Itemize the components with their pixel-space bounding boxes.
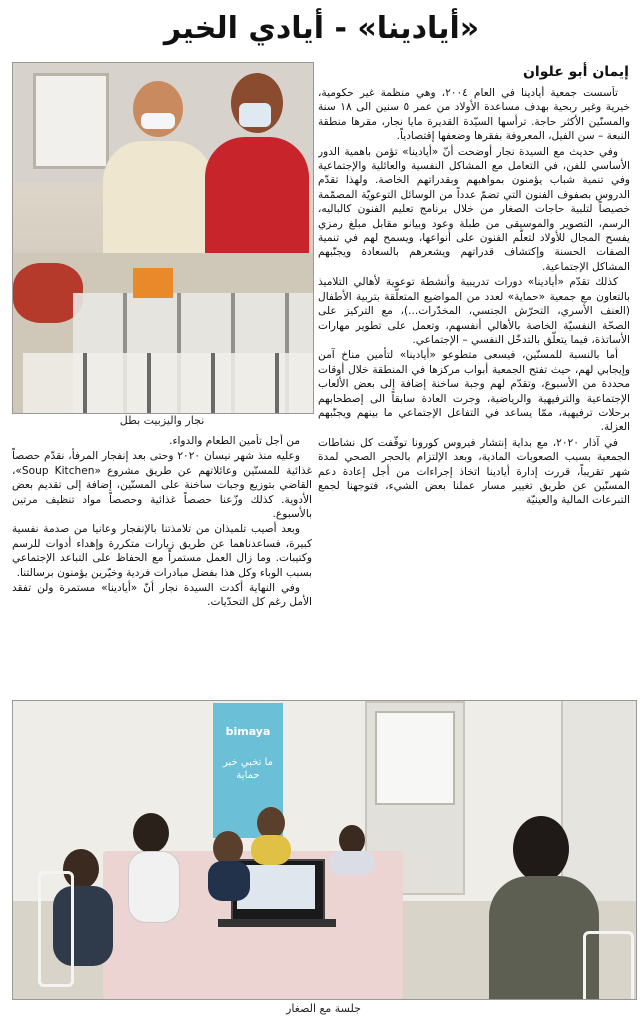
photo2-caption: جلسة مع الصغار	[286, 1002, 361, 1015]
paragraph: أما بالنسبة للمسنّين، فيسعى متطوعو «أيادينا» لتأمين مناخ آمن وإيجابي لهم، حيث تفتح الجمعية أبواب مركزها في المنطقة خلال أوقات محددة من الأسبوع، وتقدّم لهم وجبة ساخنة إضافة إلى بعض الألعاب الإجتماعية والترفيهية والرياضية، وجرت العادة سابقاً الى إصطحابهم برحلات ترفيهية، ممّا يساعد في التفاعل الإجتماعي ما بينهم ويجنّبهم العزلة.	[318, 349, 630, 434]
article-body-left-column	[12, 434, 312, 696]
article-body-right-column	[318, 86, 630, 696]
paragraph: وفي حديث مع السيدة نجار أوضحت أنّ «أيادينا» تؤمن باهمية الدور الأساسي للفن، في التعامل مع المشاكل النفسية والعائلية والإجتماعية وفي تنمية شباب يؤمنون بمواهبهم وبقدراتهم الخاصة. ولهذا تقدّم الدروس بصفوف الفنون التي تضمّ عدداً من الوسائل التوعويّة المصمّمة خصيصاً لتلبية حاجات الصغار من خلال برنامج تعليم الفنون كالباليه، الرسم، التصوير والموسيقى من طبلة وعود وبيانو مقابل مبلغ رمزي يفسح المجال للأولاد لتعلّم الفنون على أنواعها، ويسمح لهم في تنمية الصفات الحسنة وإكتشاف قدراتهم ويشعرهم بالسعادة ويجنّبهم المشاكل الإجتماعية.	[318, 145, 630, 273]
paragraph: وبعد أصيب تلميذان من تلامذتنا بالإنفجار وعانيا من صدمة نفسية كبيرة، فساعدناهما عن طريق زيارات متكررة وإهداء أدوات للرسم وكتيبات. وما زال العمل مستمراً مع الحفاظ على التباعد الإجتماعي بسبب الوباء وكل هذا بفضل مبادرات فردية وخيّرين يؤمنون برسالتنا.	[12, 523, 312, 579]
paragraph: تأسست جمعية أيادينا في العام ٢٠٠٤، وهي منظمة غير حكومية، خيرية وغير ربحية بهدف مساعدة الأولاد من عمر ٥ سنين الى ١٨ سنة والمسنّين الأكثر حاجة. ترأسها السيّدة القديرة مايا نجار، مقرها منطقة النبعة – سن الفيل، المعروفة بفقرها وضعفها إقتصادياً.	[318, 87, 630, 143]
paragraph: في آذار ٢٠٢٠، مع بداية إنتشار فيروس كورونا توقّفت كل نشاطات الجمعية بسبب الصعوبات المادية، وبعد الإلتزام بالحجر الصحي لمدة شهر تقريباً، قررت إدارة أيادينا اتخاذ إجراءات من أجل إعادة دعم المسنّين عن طريق تغيير مسار عملنا بعض الشيء، فتوجهنا لجمع التبرعات المالية والعينيّة	[318, 436, 630, 507]
paragraph: كذلك تقدّم «أيادينا» دورات تدريبية وأنشطة توعوية لأهالي التلاميذ بالتعاون مع جمعية «حماية» لعدد من المواضيع المتعلّقة بتربية الأطفال (العنف الأسري، التحرّش الجنسي، المخدّرات...)، مع التركيز على الصحّة النفسيّة الخاصة بالأهالي أنفسهم، وتعمل على تطوير مهارات الأساتذة، فيما يتعلّق بالتدخّل النفسي – الإجتماعي.	[318, 276, 630, 346]
paragraph: وفي النهاية أكدت السيدة نجار أنّ «أيادينا» مستمرة ولن تفقد الأمل رغم كل التحدّيات.	[12, 582, 312, 609]
banner-brand: bimaya	[225, 725, 271, 738]
photo-children-session	[12, 700, 637, 1000]
photo-women-food-packages	[12, 62, 314, 414]
banner-slogan: ما تخبي خبر حماية	[222, 757, 274, 781]
article-headline: «أيادينا» - أيادي الخير	[163, 11, 480, 46]
paragraph: وعليه منذ شهر نيسان ٢٠٢٠ وحتى بعد إنفجار المرفأ، نقدّم حصصاً غذائية للمسنّين وعائلاتهم عن طريق مشروع «Soup Kitchen»، القاضي بتوزيع وجبات ساخنة على المسنّين، إضافة إلى تقديم بعض الأدوية. كذلك وزّعنا حصصاً غذائية وحصصاً مواد تنظيف مرتين بالأسبوع.	[12, 450, 312, 521]
article-byline: إيمان أبو علوان	[522, 64, 629, 80]
paragraph: من أجل تأمين الطعام والدواء.	[169, 435, 300, 447]
photo1-caption: نجار واليزبيت بطل	[119, 414, 205, 427]
